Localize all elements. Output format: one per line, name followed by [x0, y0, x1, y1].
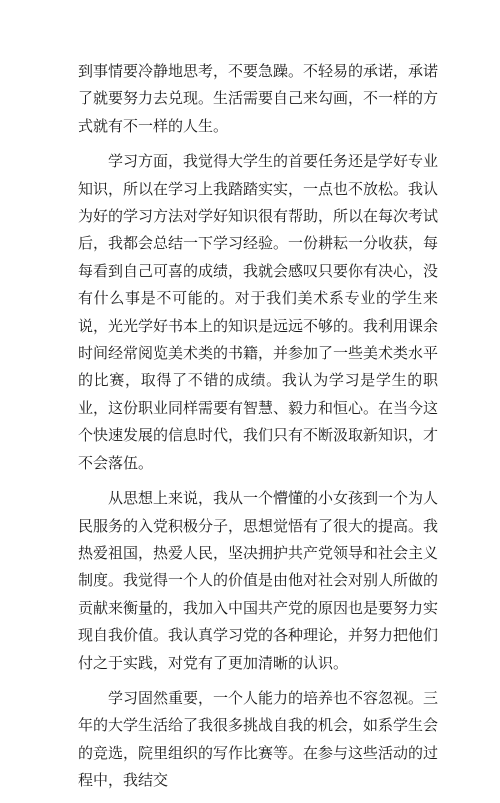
paragraph-1: 到事情要冷静地思考，不要急躁。不轻易的承诺，承诺了就要努力去兑现。生活需要自己来勾画，不一样的方式就有不一样的人生。 [78, 62, 439, 135]
paragraph-4: 学习固然重要，一个人能力的培养也不容忽视。三年的大学生活给了我很多挑战自我的机会，如系学生会的竞选，院里组织的写作比赛等。在参与这些活动的过程中，我结交 [78, 688, 439, 790]
paragraph-2: 学习方面，我觉得大学生的首要任务还是学好专业知识，所以在学习上我踏踏实实，一点也不放松。我认为好的学习方法对学好知识很有帮助，所以在每次考试后，我都会总结一下学习经验。一份耕耘一分收获，每每看到自己可喜的成绩，我就会感叹只要你有决心，没有什么事是不可能的。对于我们美术系专业的学生来说，光光学好书本上的知识是远远不够的。我利用课余时间经常阅览美术类的书籍，并参加了一些美术类水平的比赛，取得了不错的成绩。我认为学习是学生的职业，这份职业同样需要有智慧、毅力和恒心。在当今这个快速发展的信息时代，我们只有不断汲取新知识，才不会落伍。 [78, 152, 439, 472]
document-page [78, 58, 438, 803]
paragraph-3: 从思想上来说，我从一个懵懂的小女孩到一个为人民服务的入党积极分子，思想觉悟有了很大的提高。我热爱祖国，热爱人民，坚决拥护共产党领导和社会主义制度。我觉得一个人的价值是由他对社会对别人所做的贡献来衡量的，我加入中国共产党的原因也是要努力实现自我价值。我认真学习党的各种理论，并努力把他们付之于实践，对党有了更加清晰的认识。 [78, 489, 439, 672]
